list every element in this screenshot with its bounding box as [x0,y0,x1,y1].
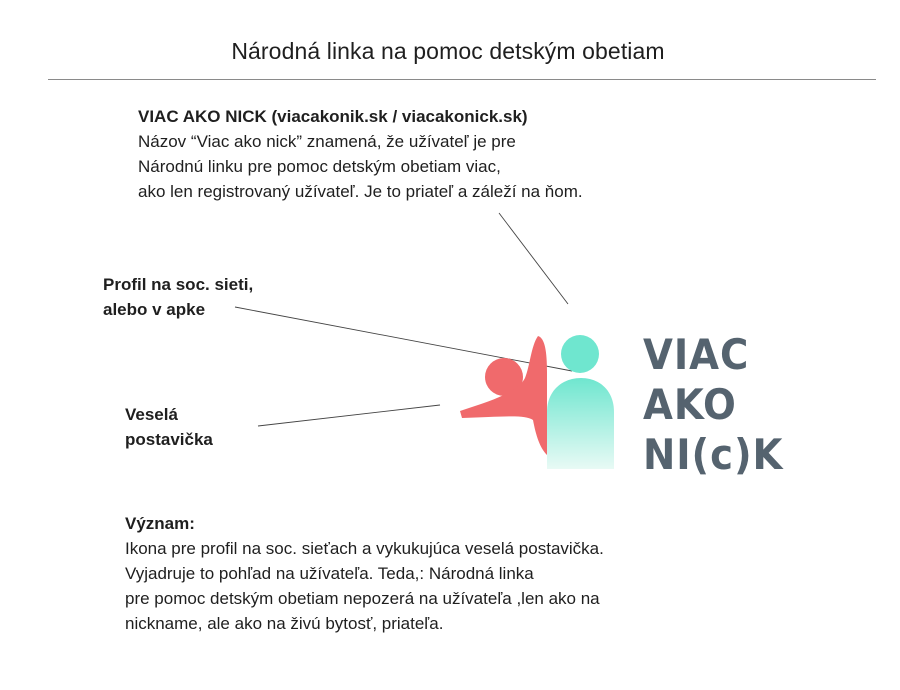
profile-body [547,378,614,469]
figure-body [460,336,547,455]
figure-label-line: postavička [125,430,213,449]
meaning-line: Ikona pre profil na soc. sieťach a vykukujúca veselá postavička. [125,539,604,558]
cheerful-figure-icon [460,336,547,455]
profile-label-line: alebo v apke [103,300,206,319]
profile-label-line: Profil na soc. sieti, [103,275,254,294]
logo-word: AKO [643,380,737,429]
figure-label-line: Veselá [125,405,178,424]
profile-head [561,335,599,373]
nick-line: Názov “Viac ako nick” znamená, že užívateľ je pre [138,132,516,151]
logo-wordmark [643,330,783,480]
nick-line: Národnú linku pre pomoc detským obetiam viac, [138,157,501,176]
meaning-line: pre pomoc detským obetiam nepozerá na užívateľa ,len ako na [125,589,600,608]
nick-line: ako len registrovaný užívateľ. Je to priateľ a záleží na ňom. [138,182,583,201]
profile-callout-line [235,307,572,371]
nick-heading: VIAC AKO NICK (viacakonik.sk / viacakonick.sk) [138,107,528,126]
figure-callout-line [258,405,440,426]
page-title: Národná linka na pomoc detským obetiam [231,38,665,64]
meaning-line: nickname, ale ako na živú bytosť, priateľa. [125,614,444,633]
logo-word: VIAC [643,330,750,379]
meaning-heading: Význam: [125,514,195,533]
nick-callout-line [499,213,568,304]
profile-figure-icon [547,335,614,469]
meaning-line: Vyjadruje to pohľad na užívateľa. Teda,: Národná linka [125,564,534,583]
logo-word: NI(c)K [643,430,784,479]
